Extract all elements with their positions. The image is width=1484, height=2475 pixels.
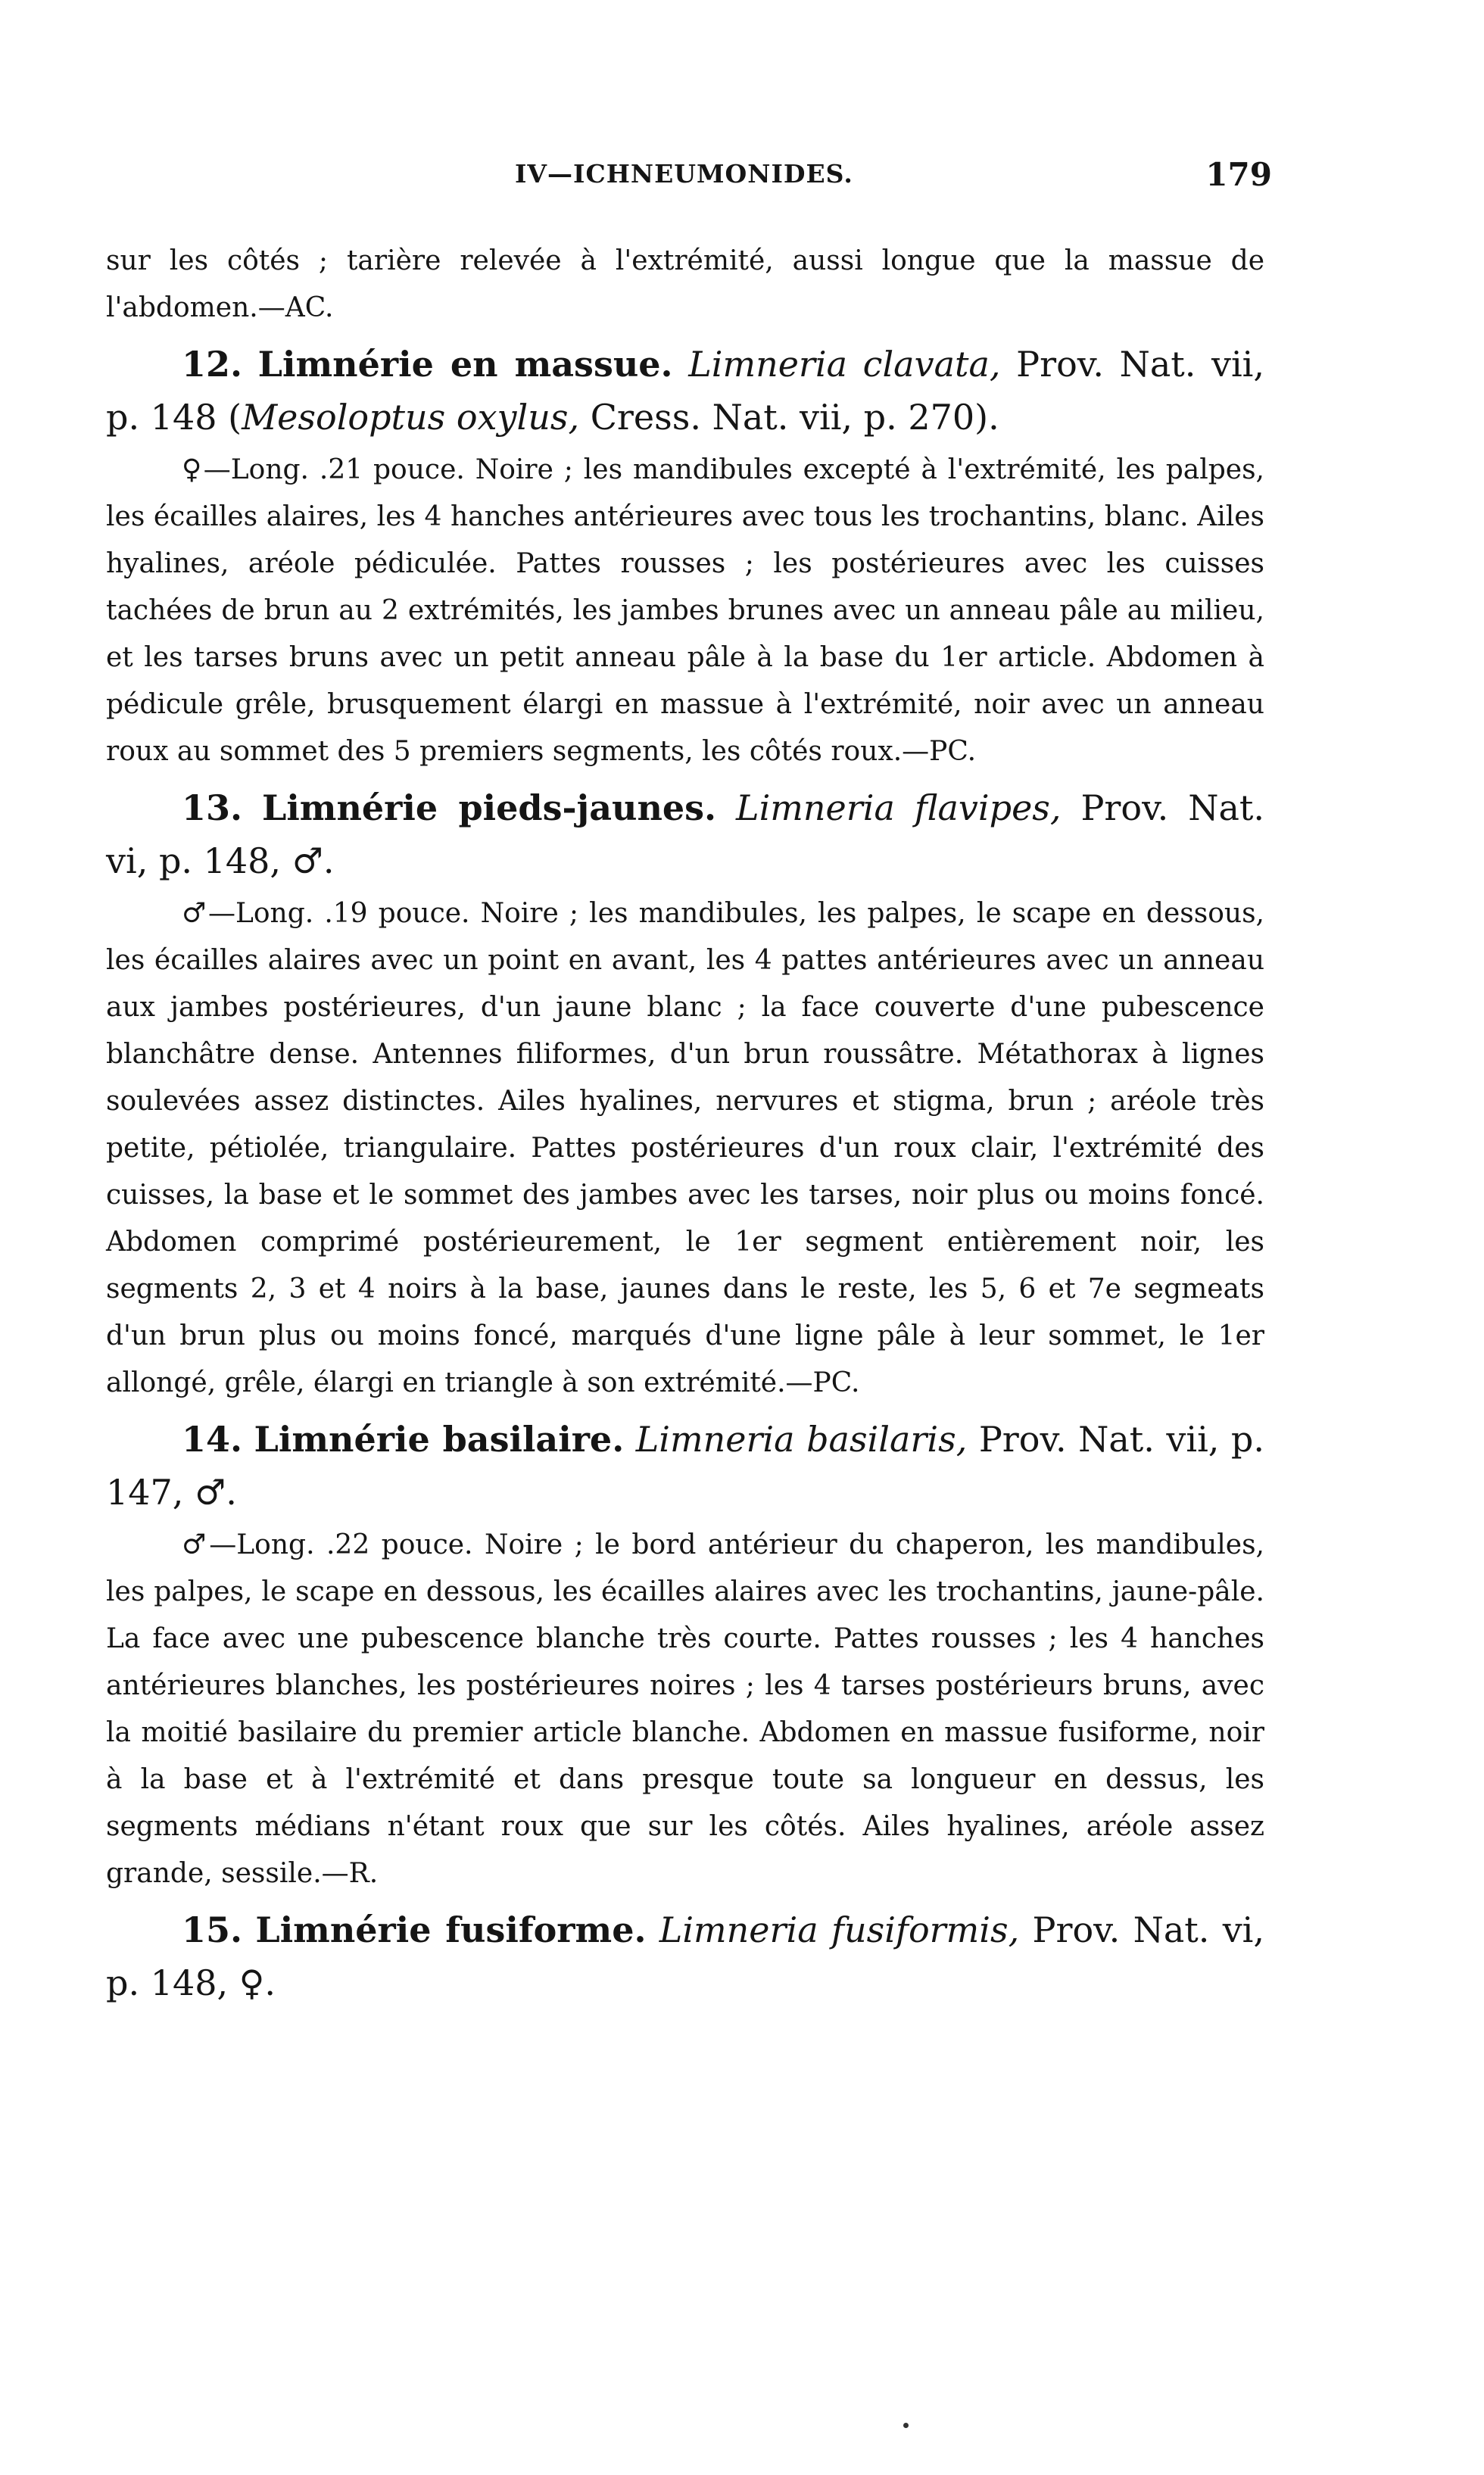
entry-number: 13. [182,787,243,828]
entry-reference: Prov. Nat. vi, p. 148, ♂. [106,787,1264,881]
running-head [106,156,1272,204]
entry-description-13: ♂—Long. .19 pouce. Noire ; les mandibules, les palpes, le scape en dessous, les écailles alaires avec un point en avant, les 4 pattes antérieures avec un anneau aux jambes postérieures, d'un jaune blanc ; la face couverte d'une pubescence blanchâtre dense. Antennes filiformes, d'un brun roussâtre. Métathorax à lignes soulevées assez distinctes. Ailes hyalines, nervures et stigma, brun ; aréole très petite, pétiolée, triangulaire. Pattes postérieures d'un roux clair, l'extrémité des cuisses, la base et le sommet des jambes avec les tarses, noir plus ou moins foncé. Abdomen comprimé postérieurement, le 1er segment entièrement noir, les segments 2, 3 et 4 noirs à la base, jaunes dans le reste, les 5, 6 et 7e segmeats d'un brun plus ou moins foncé, marqués d'une ligne pâle à leur sommet, le 1er allongé, grêle, élargi en triangle à son extrémité.—PC. [106,898,1264,1398]
entry-description-14: ♂—Long. .22 pouce. Noire ; le bord antérieur du chaperon, les mandibules, les palpes, le scape en dessous, les écailles alaires avec les trochantins, jaune-pâle. La face avec une pubescence blanche très courte. Pattes rousses ; les 4 hanches antérieures blanches, les postérieures noires ; les 4 tarses postérieurs bruns, avec la moitié basilaire du premier article blanche. Abdomen en massue fusiforme, noir à la base et à l'extrémité et dans presque toute sa longueur en dessus, les segments médians n'étant roux que sur les côtés. Ailes hyalines, aréole assez grande, sessile.—R. [106,1529,1264,1889]
synonym-reference: Cress. Nat. vii, p. 270). [590,397,999,438]
entry-heading-12 [106,338,1264,444]
synonym-open: ( [228,397,242,438]
entry-number: 15. [182,1909,243,1950]
entry-heading-14 [106,1413,1264,1519]
entry-number: 14. [182,1419,243,1460]
entry-number: 12. [182,344,243,385]
running-title: IV—ICHNEUMONIDES. [515,159,853,189]
entry-description-12: ♀—Long. .21 pouce. Noire ; les mandibules excepté à l'extrémité, les palpes, les écailles alaires, les 4 hanches antérieures avec tous les trochantins, blanc. Ailes hyalines, aréole pédiculée. Pattes rousses ; les postérieures avec les cuisses tachées de brun au 2 extrémités, les jambes brunes avec un anneau pâle au milieu, et les tarses bruns avec un petit anneau pâle à la base du 1er article. Abdomen à pédicule grêle, brusquement élargi en massue à l'extrémité, noir avec un anneau roux au sommet des 5 premiers segments, les côtés roux.—PC. [106,454,1264,767]
entry-reference: Prov. Nat. vii, p. 147, ♂. [106,1419,1264,1513]
entry-french-name: Limnérie fusiforme. [255,1909,647,1950]
print-speck [903,2423,909,2428]
entry-latin-name: Limneria flavipes, [736,787,1062,828]
entry-french-name: Limnérie basilaire. [254,1419,625,1460]
entry-latin-name: Limneria clavata, [688,344,1001,385]
entry-french-name: Limnérie pieds-jaunes. [261,787,717,828]
continuation-paragraph: sur les côtés ; tarière relevée à l'extrémité, aussi longue que la massue de l'abdomen.—AC. [106,245,1264,323]
entry-latin-name: Limneria basilaris, [635,1419,968,1460]
entry-latin-name: Limneria fusiformis, [659,1909,1020,1950]
entry-reference: Prov. Nat. vi, p. 148, ♀. [106,1909,1265,2003]
synonym-latin: Mesoloptus oxylus, [242,397,580,438]
page-number: 179 [1205,156,1272,193]
entry-french-name: Limnérie en massue. [257,344,673,385]
entry-reference: Prov. Nat. vii, p. 148 [106,344,1264,438]
entry-heading-13 [106,781,1264,887]
entry-heading-15 [106,1903,1264,2009]
page-body [106,156,1272,2012]
